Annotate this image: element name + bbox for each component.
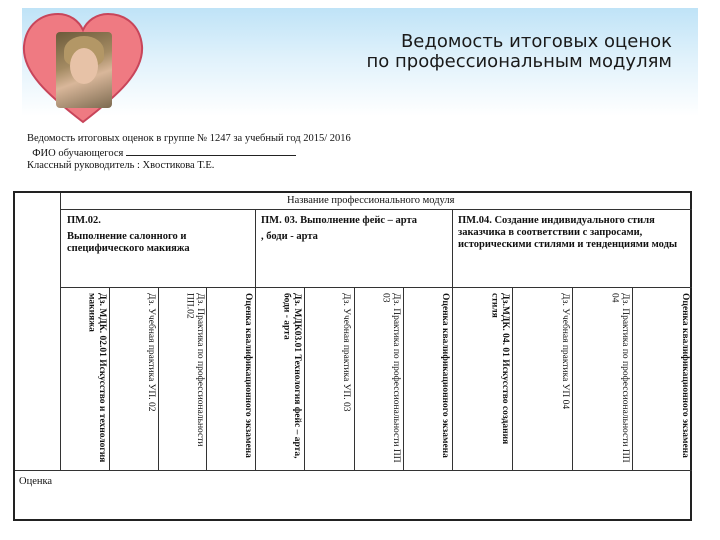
col-divider: [109, 287, 110, 470]
module-name: заказчика в соответствии с запросами, историческими стилями и тенденциями моды: [458, 227, 678, 250]
column-header: Дз. Практика по профессиональности ПП.02: [184, 293, 205, 447]
column-header: Оценка квалификационного экзамена: [680, 293, 690, 458]
column-header: Оценка квалификационного экзамена: [440, 293, 450, 458]
col-divider: [304, 287, 305, 470]
col-divider: [60, 193, 61, 470]
page-title: [367, 32, 672, 72]
module-name: , боди - арта: [261, 231, 318, 242]
column-header: Дз. МДК03.01 Технология фейс – арта, боди - арта: [281, 293, 302, 459]
row-divider: [60, 209, 692, 210]
col-divider: [512, 287, 513, 470]
col-divider: [632, 287, 633, 470]
col-divider: [206, 287, 207, 470]
teacher-photo: [56, 32, 112, 108]
grades-table: [13, 191, 692, 521]
column-header: Дз. Учебная практика УП. 02: [146, 293, 156, 412]
col-divider: [572, 287, 573, 470]
row-divider: [15, 470, 692, 471]
column-header: Дз. Учебная практика УП. 03: [341, 293, 351, 412]
student-name-blank: [126, 146, 296, 156]
module-code: ПМ.04. Создание индивидуального стиля: [458, 215, 655, 226]
col-divider: [354, 287, 355, 470]
col-divider: [255, 209, 256, 470]
module-name: Выполнение салонного и специфического макияжа: [67, 231, 190, 254]
column-header: Дз. Учебная практика УП 04: [560, 293, 570, 410]
title-line-2: по профессиональным модулям: [366, 51, 672, 72]
col-divider: [452, 209, 453, 470]
info-line-teacher: Классный руководитель : Хвостикова Т.Е.: [27, 160, 215, 171]
column-header: Дз.МДК. 04. 01 Искусство создания стиля: [489, 293, 510, 445]
group-info: [27, 133, 351, 173]
info-line-student: ФИО обучающегося: [27, 146, 351, 161]
row-divider: [60, 287, 692, 288]
column-header: Дз. Практика по профессиональности ПП 03: [380, 293, 401, 463]
col-divider: [403, 287, 404, 470]
module-code: ПМ.02.: [67, 215, 101, 226]
info-line-group: Ведомость итоговых оценок в группе № 1247 за учебный год 2015/ 2016: [27, 133, 351, 144]
col-divider: [158, 287, 159, 470]
module-pm02: [67, 215, 247, 255]
module-pm04: [458, 215, 688, 251]
column-header: Оценка квалификационного экзамена: [243, 293, 253, 458]
row-label-grade: Оценка: [19, 476, 53, 487]
column-header: Дз. МДК. 02.01 Искусство и технология макияжа: [86, 293, 107, 463]
module-code: ПМ. 03. Выполнение фейс – арта: [261, 215, 418, 226]
modules-header: Название профессионального модуля: [287, 195, 455, 206]
title-line-1: Ведомость итоговых оценок: [400, 31, 672, 52]
column-header: Дз. Практика по профессиональности ПП 04: [609, 293, 630, 463]
module-pm03: [261, 215, 447, 243]
